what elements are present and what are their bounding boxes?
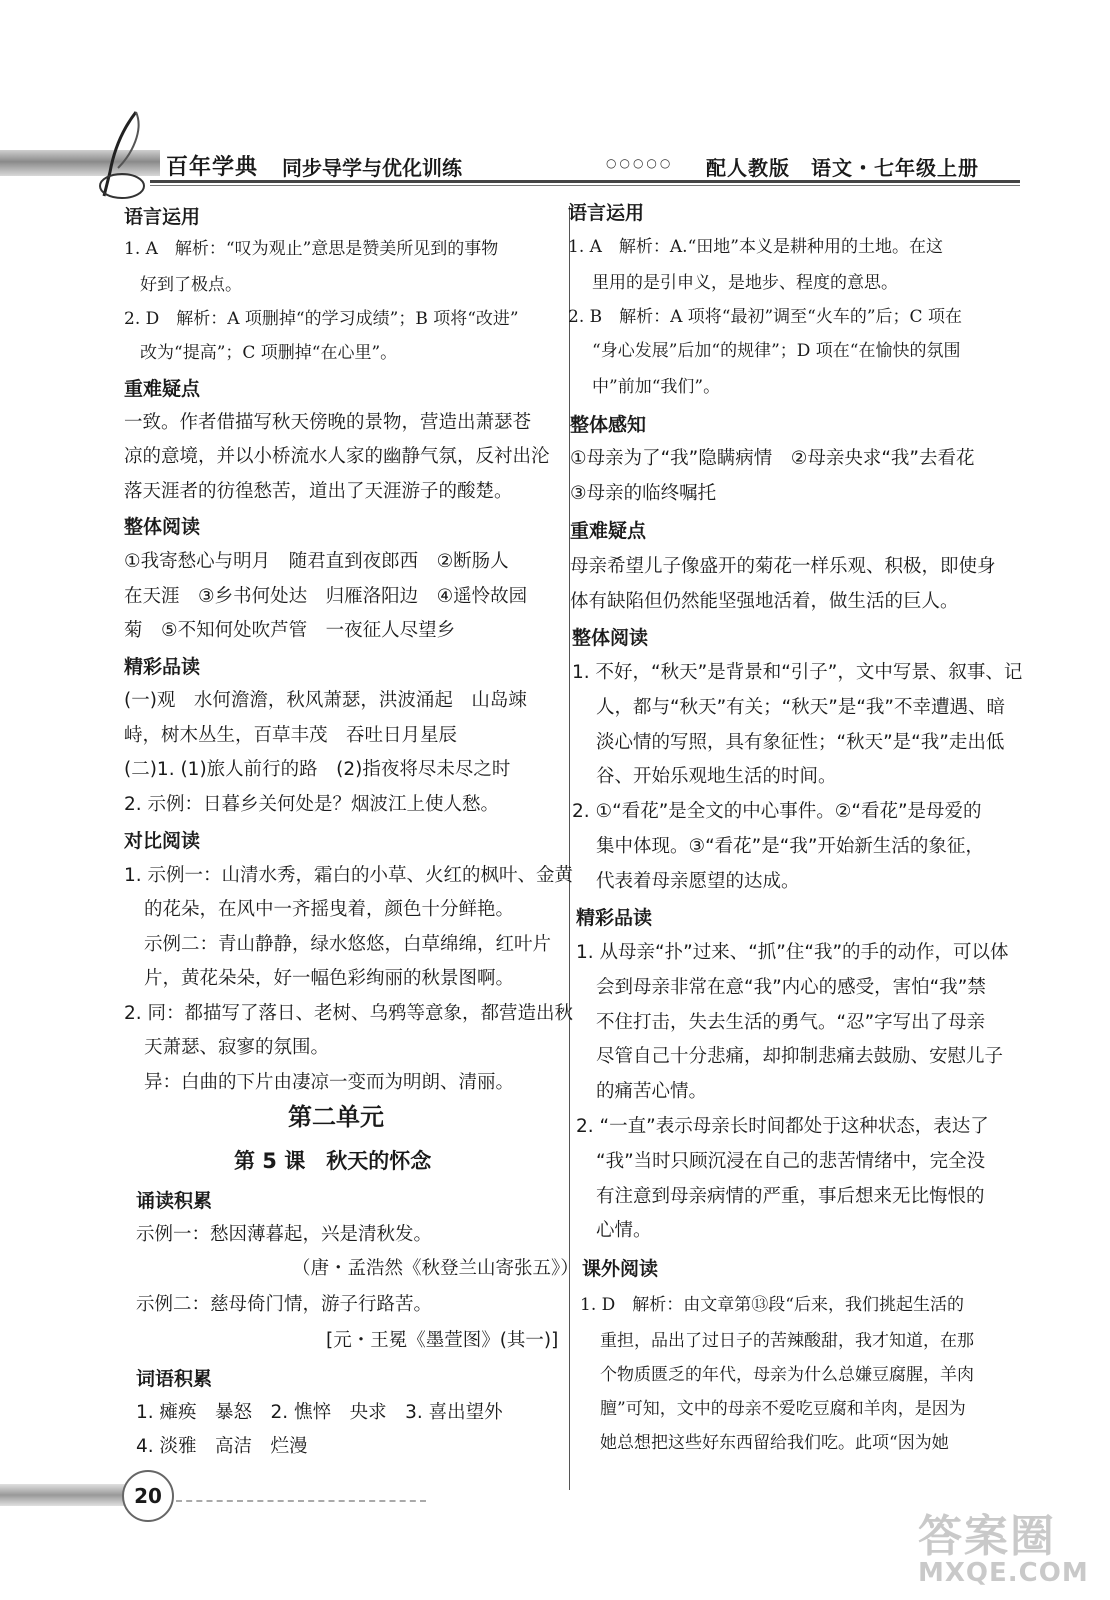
answer-line: 示例一：愁因薄暮起，兴是清秋发。 — [136, 1224, 433, 1245]
answer-line: 尽管自己十分悲痛，却抑制悲痛去鼓励、安慰儿子 — [596, 1046, 1004, 1067]
section-heading: 重难疑点 — [124, 378, 201, 400]
answer-line: 改为“提高”；C 项删掉“在心里”。 — [140, 343, 398, 363]
section-heading: 整体阅读 — [124, 516, 201, 538]
footer-band — [0, 1484, 130, 1506]
answer-line: 重担，品出了过日子的苦辣酸甜，我才知道，在那 — [600, 1331, 974, 1351]
answer-line: ①母亲为了“我”隐瞒病情 ②母亲央求“我”去看花 — [570, 448, 975, 469]
answer-line: 菊 ⑤不知何处吹芦管 一夜征人尽望乡 — [124, 620, 456, 641]
section-heading: 精彩品读 — [576, 907, 653, 929]
watermark-url: MXQE.COM — [918, 1558, 1089, 1588]
section-heading: 整体阅读 — [572, 627, 649, 649]
answer-line: 2. D 解析：A 项删掉“的学习成绩”；B 项将“改进” — [124, 309, 519, 329]
answer-line: 凉的意境，并以小桥流水人家的幽静气氛，反衬出沦 — [124, 446, 550, 467]
answer-line: 的花朵，在风中一齐摇曳着，颜色十分鲜艳。 — [144, 899, 515, 920]
footer-dashed-rule — [176, 1500, 426, 1502]
answer-line: 她总想把这些好东西留给我们吃。此项“因为她 — [600, 1433, 949, 1453]
watermark — [912, 1500, 1102, 1590]
answer-line: 示例二：慈母倚门情，游子行路苦。 — [136, 1294, 433, 1315]
brand-title: 百年学典 — [166, 155, 259, 180]
answer-line: 1. 瘫痪 暴怒 2. 憔悴 央求 3. 喜出望外 — [136, 1402, 503, 1423]
answer-line: “我”当时只顾沉浸在自己的悲苦情绪中，完全没 — [596, 1151, 986, 1172]
answer-line: 代表着母亲愿望的达成。 — [596, 871, 800, 892]
answer-line: 心情。 — [596, 1220, 652, 1241]
lesson-title: 第 5 课 秋天的怀念 — [234, 1149, 432, 1173]
header-rule-thin — [150, 185, 1020, 186]
page-number: 20 — [122, 1470, 174, 1522]
answer-line: 膻”可知，文中的母亲不爱吃豆腐和羊肉，是因为 — [600, 1399, 966, 1419]
header-dots: ○○○○○ — [606, 156, 674, 170]
answer-line: 峙，树木丛生，百草丰茂 吞吐日月星辰 — [124, 725, 458, 746]
section-heading: 语言运用 — [568, 202, 645, 224]
section-heading: 课外阅读 — [582, 1258, 659, 1280]
answer-line: (二)1. (1)旅人前行的路 (2)指夜将尽未尽之时 — [124, 759, 511, 780]
answer-line: ①我寄愁心与明月 随君直到夜郎西 ②断肠人 — [124, 551, 509, 572]
answer-line: 好到了极点。 — [140, 275, 242, 295]
watermark-logo-text: 答案圈 — [918, 1511, 1056, 1562]
answer-line: 片，黄花朵朵，好一幅色彩绚丽的秋景图啊。 — [144, 968, 515, 989]
header-rule — [150, 180, 1020, 183]
section-heading: 诵读积累 — [136, 1190, 213, 1212]
answer-line: 体有缺陷但仍然能坚强地活着，做生活的巨人。 — [570, 591, 959, 612]
page-header — [0, 0, 1110, 200]
answer-line: 1. 示例一：山清水秀，霜白的小草、火红的枫叶、金黄 — [124, 865, 574, 886]
answer-line: 淡心情的写照，具有象征性；“秋天”是“我”走出低 — [596, 732, 1005, 753]
section-heading: 整体感知 — [570, 414, 647, 436]
answer-line: “身心发展”后加“的规律”；D 项在“在愉快的氛围 — [592, 341, 961, 361]
answer-line: 1. A 解析：“叹为观止”意思是赞美所见到的事物 — [124, 239, 499, 259]
answer-line: 2. 示例：日暮乡关何处是？烟波江上使人愁。 — [124, 794, 500, 815]
answer-line: 落天涯者的彷徨愁苦，道出了天涯游子的酸楚。 — [124, 481, 513, 502]
answer-line: (一)观 水何澹澹，秋风萧瑟，洪波涌起 山岛竦 — [124, 690, 527, 711]
poem-source: （唐・孟浩然《秋登兰山寄张五》） — [292, 1258, 579, 1279]
answer-line: 谷、开始乐观地生活的时间。 — [596, 766, 837, 787]
answer-line: 异：白曲的下片由凄凉一变而为明朗、清丽。 — [144, 1072, 515, 1093]
answer-line: 集中体现。③“看花”是“我”开始新生活的象征， — [596, 836, 984, 857]
book-subtitle: 同步导学与优化训练 — [282, 156, 462, 180]
answer-line: 1. 不好，“秋天”是背景和“引子”，文中写景、叙事、记 — [572, 662, 1023, 683]
section-heading: 精彩品读 — [124, 656, 201, 678]
answer-line: 示例二：青山静静，绿水悠悠，白草绵绵，红叶片 — [144, 934, 552, 955]
answer-line: 1. D 解析：由文章第⑬段“后来，我们挑起生活的 — [580, 1295, 964, 1315]
answer-line: 在天涯 ③乡书何处达 归雁洛阳边 ④遥怜故园 — [124, 586, 528, 607]
answer-line: 不住打击，失去生活的勇气。“忍”字写出了母亲 — [596, 1012, 986, 1033]
answer-line: 一致。作者借描写秋天傍晚的景物，营造出萧瑟苍 — [124, 412, 532, 433]
section-heading: 语言运用 — [124, 206, 201, 228]
unit-title: 第二单元 — [288, 1103, 384, 1131]
answer-line: 中”前加“我们”。 — [592, 377, 721, 397]
answer-line: 2. 同：都描写了落日、老树、乌鸦等意象，都营造出秋 — [124, 1003, 574, 1024]
answer-line: 里用的是引申义，是地步、程度的意思。 — [592, 273, 898, 293]
edition-label: 配人教版 语文・七年级上册 — [706, 156, 979, 180]
answer-line: 的痛苦心情。 — [596, 1081, 708, 1102]
section-heading: 重难疑点 — [570, 520, 647, 542]
answer-line: 1. A 解析：A.“田地”本义是耕种用的土地。在这 — [568, 237, 943, 257]
section-heading: 对比阅读 — [124, 830, 201, 852]
answer-line: ③母亲的临终嘱托 — [570, 483, 717, 504]
answer-line: 会到母亲非常在意“我”内心的感受，害怕“我”禁 — [596, 977, 986, 998]
quill-pen-icon — [92, 110, 152, 200]
section-heading: 词语积累 — [136, 1368, 213, 1390]
answer-line: 有注意到母亲病情的严重，事后想来无比悔恨的 — [596, 1186, 985, 1207]
answer-line: 个物质匮乏的年代，母亲为什么总嫌豆腐腥，羊肉 — [600, 1365, 974, 1385]
answer-line: 2. “一直”表示母亲长时间都处于这种状态，表达了 — [576, 1116, 989, 1137]
answer-line: 2. ①“看花”是全文的中心事件。②“看花”是母爱的 — [572, 801, 982, 822]
column-divider — [569, 206, 570, 1490]
answer-line: 天萧瑟、寂寥的氛围。 — [144, 1037, 330, 1058]
answer-line: 2. B 解析：A 项将“最初”调至“火车的”后；C 项在 — [568, 307, 962, 327]
answer-line: 4. 淡雅 高洁 烂漫 — [136, 1436, 308, 1457]
answer-line: 人，都与“秋天”有关；“秋天”是“我”不幸遭遇、暗 — [596, 697, 1006, 718]
answer-line: 1. 从母亲“扑”过来、“抓”住“我”的手的动作，可以体 — [576, 942, 1009, 963]
poem-source: [元・王冕《墨萱图》(其一)] — [326, 1330, 559, 1351]
answer-line: 母亲希望儿子像盛开的菊花一样乐观、积极，即使身 — [570, 556, 996, 577]
